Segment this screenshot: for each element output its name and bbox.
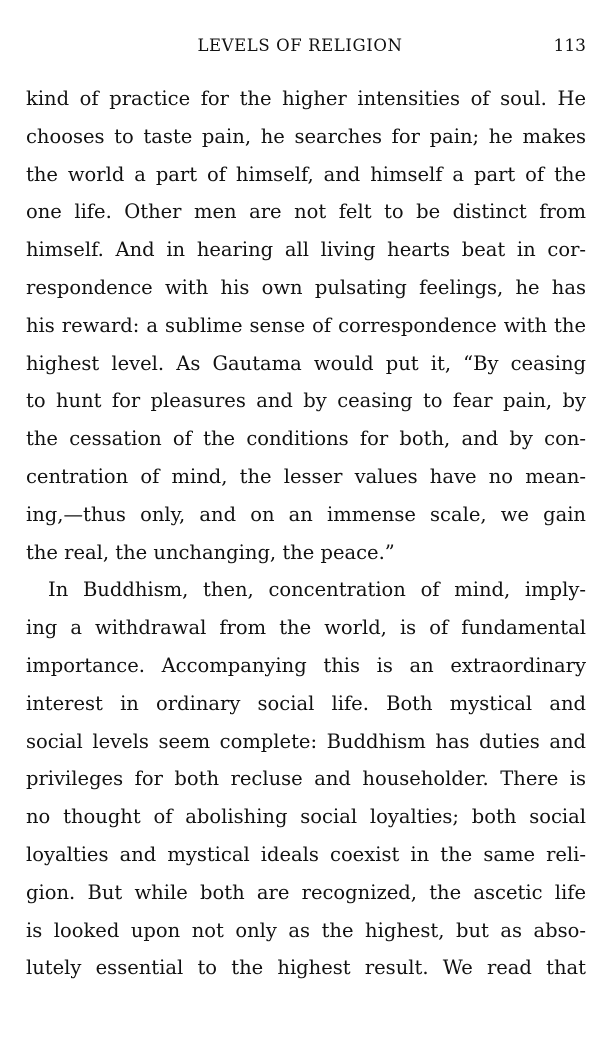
text-line: no thought of abolishing social loyalties; both social [26, 805, 586, 829]
paragraph-2 [26, 571, 586, 987]
text-line: to hunt for pleasures and by ceasing to fear pain, by [26, 389, 586, 413]
text-line: In Buddhism, then, concentration of mind, imply- [48, 578, 586, 602]
text-line: importance. Accompanying this is an extraordinary [26, 653, 586, 677]
text-line: interest in ordinary social life. Both mystical and [26, 691, 586, 715]
paragraph-1 [26, 80, 586, 571]
text-line: lutely essential to the highest result. We read that [26, 956, 586, 980]
running-title: LEVELS OF RELIGION [197, 36, 403, 55]
text-line: loyalties and mystical ideals coexist in the same reli- [26, 842, 586, 866]
text-line: the cessation of the conditions for both, and by con- [26, 427, 586, 451]
text-line: highest level. As Gautama would put it, “By ceasing [26, 351, 586, 375]
text-line: ing a withdrawal from the world, is of fundamental [26, 616, 586, 640]
text-line: his reward: a sublime sense of correspondence with the [26, 313, 586, 337]
text-line: centration of mind, the lesser values have no mean- [26, 464, 586, 488]
text-line: the real, the unchanging, the peace.” [26, 540, 395, 564]
page-number: 113 [553, 36, 586, 56]
running-head [0, 34, 600, 58]
text-line: ing,—thus only, and on an immense scale, we gain [26, 502, 586, 526]
text-line: the world a part of himself, and himself a part of the [26, 162, 586, 186]
text-line: respondence with his own pulsating feelings, he has [26, 275, 586, 299]
text-line: chooses to taste pain, he searches for pain; he makes [26, 124, 586, 148]
body-text [26, 80, 586, 987]
text-line: social levels seem complete: Buddhism has duties and [26, 729, 586, 753]
text-line: kind of practice for the higher intensities of soul. He [26, 87, 586, 110]
text-line: gion. But while both are recognized, the ascetic life [26, 880, 586, 904]
text-line: himself. And in hearing all living hearts beat in cor- [26, 238, 586, 262]
text-line: privileges for both recluse and householder. There is [26, 767, 586, 791]
text-line: one life. Other men are not felt to be distinct from [26, 200, 586, 224]
text-line: is looked upon not only as the highest, but as abso- [26, 918, 586, 942]
